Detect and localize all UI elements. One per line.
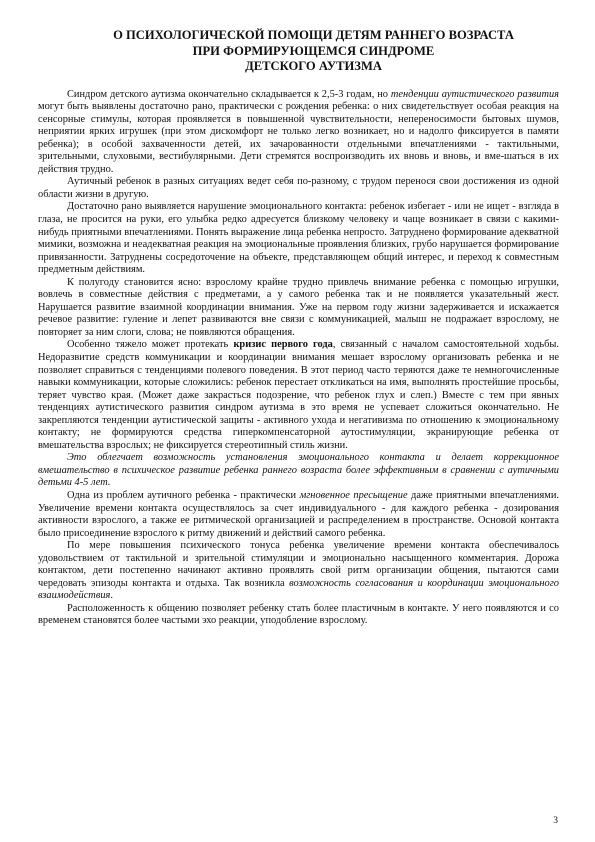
paragraph xyxy=(38,89,559,177)
paragraph xyxy=(38,201,559,276)
italic-text-run: возможность согласования и координации эмоционального взаимодействия xyxy=(38,577,559,602)
italic-text-run: тенденции аутистического развития xyxy=(390,88,559,100)
paragraph xyxy=(38,490,559,540)
text-run: Особенно тяжело может протекать xyxy=(67,339,234,351)
text-run: Достаточно рано выявляется нарушение эмоционального контакта: ребенок избегает - или не ищет - взгляда в глаза, не просится на руки, его улыбка редко адресуется близкому человеку и чаще возникает в связи с какими-нибудь приятными впечатлениями. Понять выражение лица ребенка непросто. Затруднено формирование адекватной мимики, возможна и неадекватная реакция на эмоциональные проявления близких, грубо нарушается формирование привязанности. Затруднены сосредоточение на объекте, представляющем общий интерес, и переход к совместным предметным действиям. xyxy=(38,201,559,276)
paragraph xyxy=(38,540,559,603)
paragraph xyxy=(38,176,559,201)
paragraph xyxy=(38,452,559,490)
text-run: К полугоду становится ясно: взрослому крайне трудно привлечь внимание ребенка с помощью игрушки, вовлечь в совместные действия с предметами, а у самого ребенка так и не появляется указательный жест. Нарушается развитие взаимной координации внимания. Уже на первом году жизни задерживается и искажается речевое развитие: гуление и лепет развиваются вне связи с коммуникацией, малыш не подражает взрослому, не повторяет за ним слоги, слова; не появляются обращения. xyxy=(38,276,559,338)
bold-text-run: кризис первого года xyxy=(233,339,333,351)
italic-text-run: мгновенное пресыщение xyxy=(299,490,408,501)
text-run: Одна из проблем аутичного ребенка - практически xyxy=(67,490,300,501)
text-run: . xyxy=(110,590,113,602)
document-title xyxy=(68,28,559,75)
text-run: даже приятными впечатлениями. Увеличение времени контакта осуществлялось за счет индивидуального - для каждого ребенка - дозирования активности взрослого, а также ее ритмической организацией и распределением в пространстве. Основой контакта было присоединение взрослого к ритму движений и действий самого ребенка. xyxy=(38,490,559,539)
page-number: 3 xyxy=(553,816,558,826)
title-line: ДЕТСКОГО АУТИЗМА xyxy=(245,59,382,73)
italic-text-run: Это облегчает возможность установления эмоционального контакта и делает коррекционное вмешательство в психическое развитие ребенка раннего возраста более эффективным в сравнении с аутичными детьми 4-5 лет. xyxy=(38,452,559,489)
text-run: Синдром детского аутизма окончательно складывается к 2,5-3 годам, но xyxy=(67,88,391,100)
text-run: По мере повышения психического тонуса ребенка увеличение времени контакта обеспечивалось удовольствием от тактильной и зрительной стимуляции и эмоционально насыщенного комментария. Дорожа контактом, дети постепенно начинают активно проявлять свой ритм организации общения, пытаются сами чередовать эпизоды контакта и отдыха. Так возникла xyxy=(38,540,559,589)
title-line: ПРИ ФОРМИРУЮЩЕМСЯ СИНДРОМЕ xyxy=(192,43,435,58)
title-line: О ПСИХОЛОГИЧЕСКОЙ ПОМОЩИ ДЕТЯМ РАННЕГО ВОЗРАСТА xyxy=(113,28,514,42)
paragraph xyxy=(38,603,559,628)
paragraph xyxy=(38,339,559,452)
paragraph xyxy=(38,277,559,340)
text-run: Расположенность к общению позволяет ребенку стать более пластичным в контакте. У него появляются и со временем становятся более частыми эхо реакции, уподобление взрослому. xyxy=(38,602,559,627)
document-body xyxy=(38,89,559,629)
text-run: Аутичный ребенок в разных ситуациях ведет себя по-разному, с трудом перенося свои достижения из одной области жизни в другую. xyxy=(38,176,559,200)
text-run: могут быть выявлены достаточно рано, практически с рождения ребенка: о них свидетельствует особая реакция на сенсорные стимулы, которая проявляется в повышенной чувствительности, непереносимости бытовых шумов, неприятии ярких игрушек (при этом дискомфорт не только легко возникает, но и надолго фиксируется в памяти ребенка); в особой захваченности детей, их зачарованности отдельными впечатлениями - тактильными, зрительными, слуховыми, вестибулярными. Дети стремятся воспроизводить их вновь и вновь, и вме-шаться в их действия трудно. xyxy=(38,101,559,175)
text-run: , связанный с началом самостоятельной ходьбы. Недоразвитие средств коммуникации и координации внимания мешает взрослому организовать ребенка и не позволяет справиться с тенденциями полевого поведения. В этот период часто теряются даже те немногочисленные навыки коммуникации, которые сложились: ребенок перестает откликаться на имя, выполнять простейшие просьбы, теряет чувство края. (Может даже закрасться подозрение, что ребенок глух и слеп.) Вместе с тем при явных тенденциях аутистического развития синдром аутизма в это время не успевает сложиться окончательно. Не закрепляются тенденции аутистической защиты - активного ухода и негативизма по отношению к эмоциональному контакту; не формируются средства гиперкомпенсаторной аутостимуляции, экранирующие ребенка от вмешательства взрослых; не фиксируется стереотипный стиль жизни. xyxy=(38,339,559,451)
